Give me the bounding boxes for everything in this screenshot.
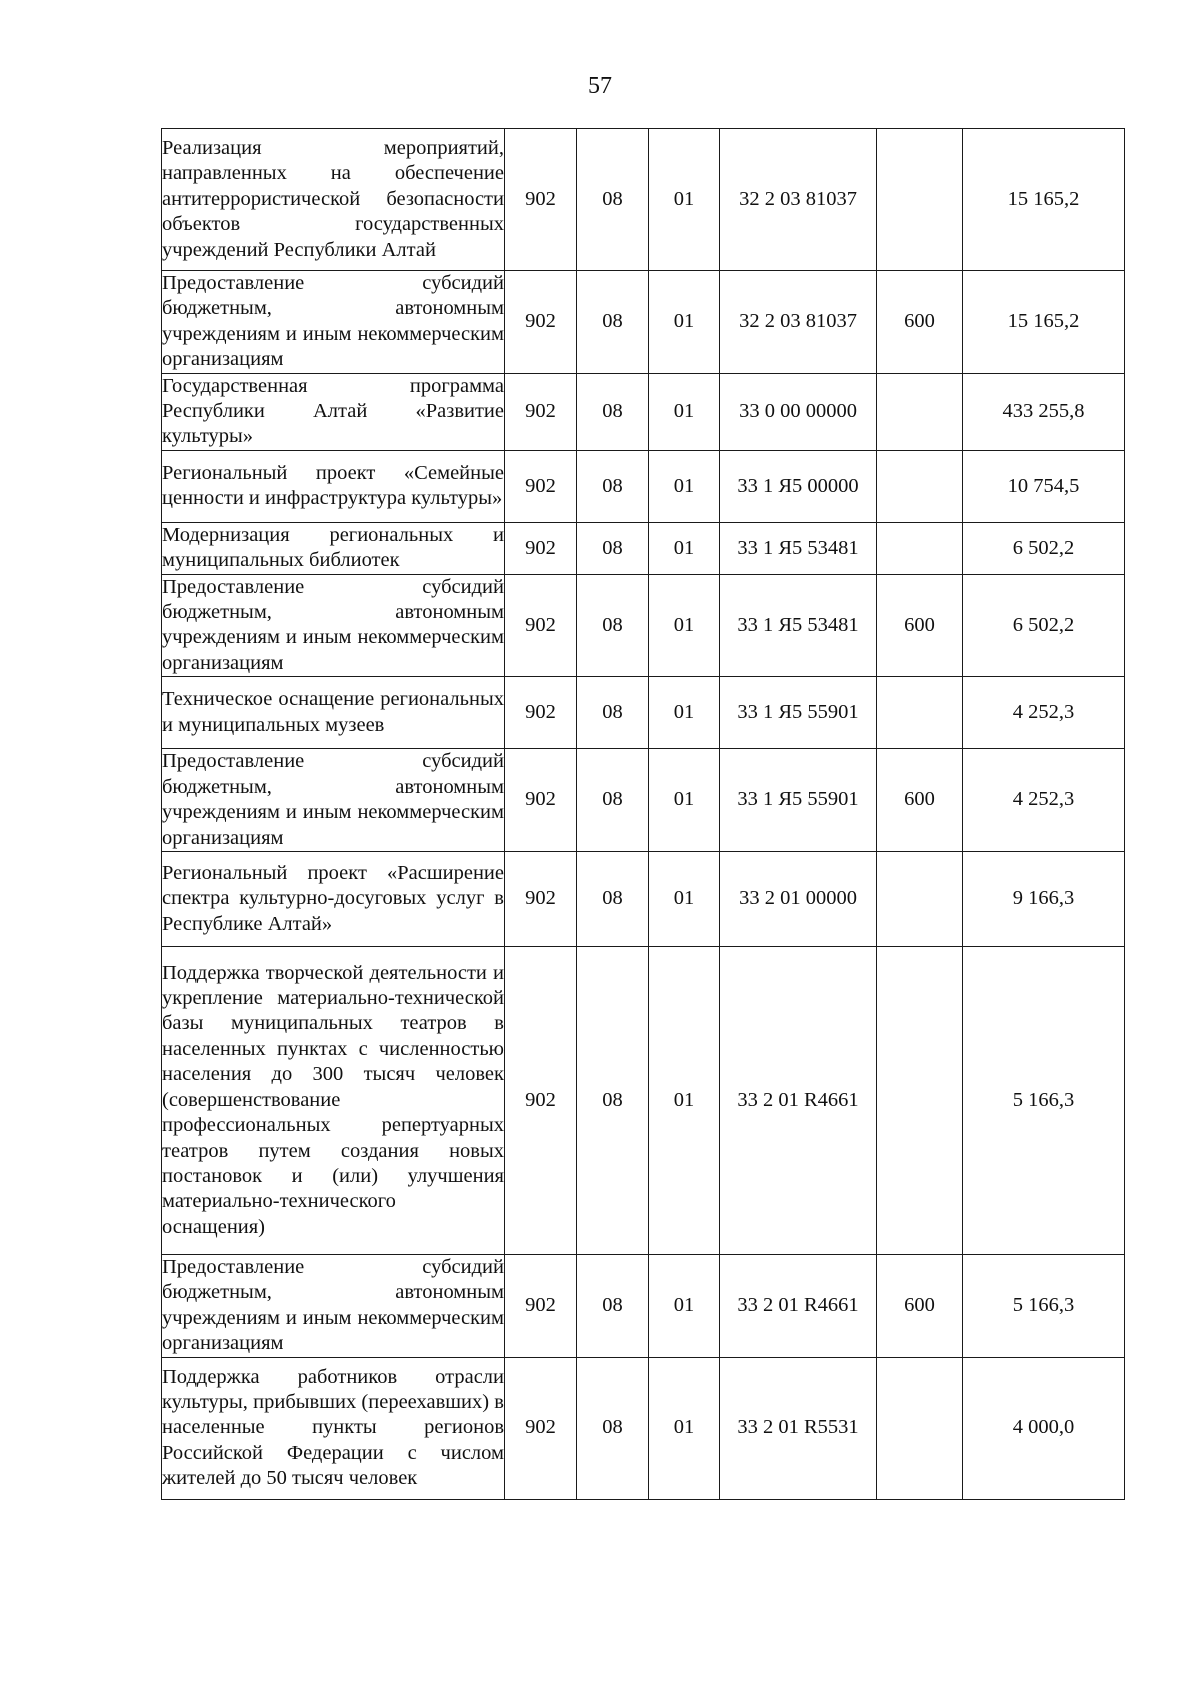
cell-ministry: 902 [505,522,577,574]
table-row [162,749,1125,852]
table-row [162,851,1125,946]
cell-section: 08 [577,271,649,374]
cell-section: 08 [577,450,649,522]
cell-amount: 9 166,3 [963,851,1125,946]
cell-ministry: 902 [505,851,577,946]
cell-target-article: 33 0 00 00000 [720,373,877,450]
cell-expense-type [877,946,963,1254]
table-row [162,373,1125,450]
cell-name: Региональный проект «Семейные ценности и инфраструктура культуры» [162,450,505,522]
table-row [162,271,1125,374]
cell-subsection: 01 [649,1254,720,1357]
cell-expense-type [877,522,963,574]
cell-ministry: 902 [505,1357,577,1499]
cell-subsection: 01 [649,1357,720,1499]
cell-expense-type: 600 [877,749,963,852]
table-row [162,522,1125,574]
cell-target-article: 33 1 Я5 53481 [720,574,877,677]
cell-expense-type: 600 [877,1254,963,1357]
cell-section: 08 [577,1254,649,1357]
cell-section: 08 [577,677,649,749]
cell-subsection: 01 [649,271,720,374]
cell-ministry: 902 [505,1254,577,1357]
table-row [162,946,1125,1254]
cell-section: 08 [577,749,649,852]
cell-target-article: 33 2 01 R4661 [720,946,877,1254]
cell-ministry: 902 [505,129,577,271]
cell-target-article: 33 2 01 00000 [720,851,877,946]
cell-expense-type [877,129,963,271]
cell-section: 08 [577,129,649,271]
table-row [162,450,1125,522]
cell-target-article: 33 1 Я5 53481 [720,522,877,574]
cell-subsection: 01 [649,851,720,946]
cell-name: Государственная программа Республики Алтай «Развитие культуры» [162,373,505,450]
cell-section: 08 [577,373,649,450]
cell-amount: 4 000,0 [963,1357,1125,1499]
cell-name: Предоставление субсидий бюджетным, автономным учреждениям и иным некоммерческим организациям [162,271,505,374]
table-row [162,574,1125,677]
cell-ministry: 902 [505,450,577,522]
cell-amount: 4 252,3 [963,677,1125,749]
cell-expense-type [877,851,963,946]
cell-expense-type [877,373,963,450]
cell-amount: 15 165,2 [963,129,1125,271]
cell-subsection: 01 [649,677,720,749]
cell-subsection: 01 [649,749,720,852]
cell-name: Региональный проект «Расширение спектра культурно-досуговых услуг в Республике Алтай» [162,851,505,946]
cell-amount: 5 166,3 [963,946,1125,1254]
cell-section: 08 [577,1357,649,1499]
cell-name: Поддержка работников отрасли культуры, прибывших (переехавших) в населенные пункты регионов Российской Федерации с числом жителей до 50 тысяч человек [162,1357,505,1499]
cell-target-article: 33 1 Я5 55901 [720,677,877,749]
cell-ministry: 902 [505,677,577,749]
cell-ministry: 902 [505,946,577,1254]
cell-target-article: 33 2 01 R4661 [720,1254,877,1357]
table-row [162,1357,1125,1499]
cell-target-article: 33 2 01 R5531 [720,1357,877,1499]
cell-amount: 10 754,5 [963,450,1125,522]
cell-ministry: 902 [505,749,577,852]
cell-expense-type [877,677,963,749]
cell-name: Предоставление субсидий бюджетным, автономным учреждениям и иным некоммерческим организациям [162,749,505,852]
cell-amount: 4 252,3 [963,749,1125,852]
cell-section: 08 [577,851,649,946]
cell-subsection: 01 [649,522,720,574]
cell-name: Модернизация региональных и муниципальных библиотек [162,522,505,574]
cell-name: Предоставление субсидий бюджетным, автономным учреждениям и иным некоммерческим организациям [162,574,505,677]
cell-subsection: 01 [649,574,720,677]
cell-name: Предоставление субсидий бюджетным, автономным учреждениям и иным некоммерческим организациям [162,1254,505,1357]
cell-subsection: 01 [649,373,720,450]
table-row [162,129,1125,271]
cell-subsection: 01 [649,129,720,271]
cell-subsection: 01 [649,450,720,522]
table-row [162,1254,1125,1357]
cell-target-article: 32 2 03 81037 [720,271,877,374]
cell-section: 08 [577,946,649,1254]
cell-amount: 15 165,2 [963,271,1125,374]
table-row [162,677,1125,749]
cell-amount: 6 502,2 [963,574,1125,677]
page-number: 57 [588,73,612,99]
budget-table [161,128,1125,1500]
cell-amount: 6 502,2 [963,522,1125,574]
cell-amount: 433 255,8 [963,373,1125,450]
cell-expense-type [877,450,963,522]
cell-name: Поддержка творческой деятельности и укрепление материально-технической базы муниципальных театров в населенных пунктах с численностью населения до 300 тысяч человек (совершенствование профессиональных репертуарных театров путем создания новых постановок и (или) улучшения материально-технического оснащения) [162,946,505,1254]
cell-expense-type: 600 [877,574,963,677]
table-body [162,129,1125,1500]
cell-subsection: 01 [649,946,720,1254]
cell-ministry: 902 [505,271,577,374]
cell-target-article: 33 1 Я5 55901 [720,749,877,852]
cell-target-article: 33 1 Я5 00000 [720,450,877,522]
cell-ministry: 902 [505,373,577,450]
cell-name: Реализация мероприятий, направленных на обеспечение антитеррористической безопасности объектов государственных учреждений Республики Алтай [162,129,505,271]
cell-expense-type: 600 [877,271,963,374]
cell-ministry: 902 [505,574,577,677]
cell-target-article: 32 2 03 81037 [720,129,877,271]
cell-section: 08 [577,522,649,574]
cell-name: Техническое оснащение региональных и муниципальных музеев [162,677,505,749]
cell-amount: 5 166,3 [963,1254,1125,1357]
cell-expense-type [877,1357,963,1499]
cell-section: 08 [577,574,649,677]
